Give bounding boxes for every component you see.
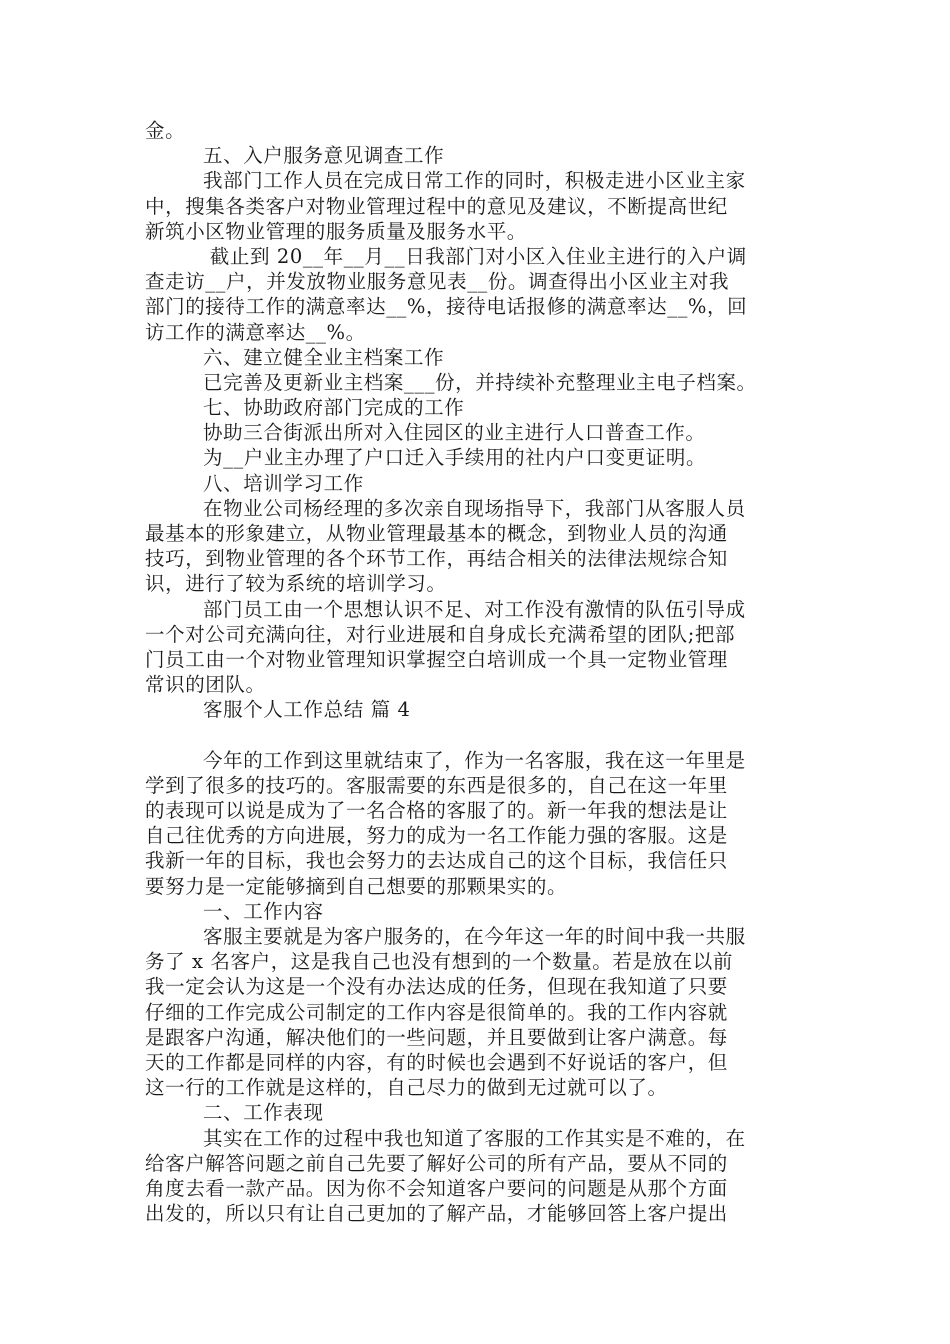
text-line: 八、培训学习工作 — [203, 471, 364, 495]
text-line: 截止到 20__年__月__日我部门对小区入住业主进行的入户调 — [203, 244, 747, 268]
text-line: 要努力是一定能够摘到自己想要的那颗果实的。 — [145, 874, 568, 898]
text-line: 这一行的工作就是这样的，自己尽力的做到无过就可以了。 — [145, 1076, 668, 1100]
text-line: 学到了很多的技巧的。客服需要的东西是很多的，自己在这一年里 — [145, 773, 728, 797]
text-line: 最基本的形象建立，从物业管理最基本的概念，到物业人员的沟通 — [145, 522, 728, 545]
text-line: 识，进行了较为系统的培训学习。 — [145, 572, 447, 596]
text-line: 客服主要就是为客户服务的，在今年这一年的时间中我一共服 — [203, 925, 746, 948]
text-line: 部门的接待工作的满意率达__%，接待电话报修的满意率达__%，回 — [145, 295, 748, 319]
text-line: 角度去看一款产品。因为你不会知道客户要问的问题是从那个方面 — [145, 1176, 728, 1200]
text-line: 五、入户服务意见调查工作 — [203, 144, 445, 168]
text-line: 仔细的工作完成公司制定的工作内容是很简单的。我的工作内容就 — [145, 1000, 728, 1024]
text-line: 金。 — [145, 119, 186, 142]
text-line: 一、工作内容 — [203, 899, 324, 923]
document-body — [145, 118, 807, 1226]
text-line: 是跟客户沟通，解决他们的一些问题，并且要做到让客户满意。每 — [145, 1025, 728, 1049]
text-line: 已完善及更新业主档案___份，并持续补充整理业主电子档案。 — [203, 370, 757, 394]
text-line: 其实在工作的过程中我也知道了客服的工作其实是不难的，在 — [203, 1126, 746, 1150]
text-line: 为__户业主办理了户口迁入手续用的社内户口变更证明。 — [203, 446, 707, 470]
text-line: 技巧，到物业管理的各个环节工作，再结合相关的法律法规综合知 — [145, 547, 728, 571]
text-line: 常识的团队。 — [145, 673, 266, 697]
text-line: 今年的工作到这里就结束了，作为一名客服，我在这一年里是 — [203, 748, 746, 772]
text-line: 二、工作表现 — [203, 1101, 324, 1125]
text-line: 中，搜集各类客户对物业管理过程中的意见及建议，不断提高世纪 — [145, 194, 728, 218]
text-line: 自己往优秀的方向进展，努力的成为一名工作能力强的客服。这是 — [145, 824, 728, 848]
text-line: 一个对公司充满向往，对行业进展和自身成长充满希望的团队;把部 — [145, 622, 736, 646]
text-line: 六、建立健全业主档案工作 — [203, 345, 445, 369]
text-line: 务了 x 名客户，这是我自己也没有想到的一个数量。若是放在以前 — [145, 950, 733, 974]
text-line: 协助三合街派出所对入住园区的业主进行人口普查工作。 — [203, 421, 706, 445]
text-line: 新筑小区物业管理的服务质量及服务水平。 — [145, 219, 527, 243]
blank-line — [145, 723, 807, 748]
text-line: 客服个人工作总结 篇 4 — [203, 698, 411, 722]
text-line: 我新一年的目标，我也会努力的去达成自己的这个目标，我信任只 — [145, 849, 728, 873]
text-line: 我部门工作人员在完成日常工作的同时，积极走进小区业主家 — [203, 169, 746, 193]
text-line: 天的工作都是同样的内容，有的时候也会遇到不好说话的客户，但 — [145, 1050, 728, 1074]
text-line: 的表现可以说是成为了一名合格的客服了的。新一年我的想法是让 — [145, 799, 728, 823]
text-line: 出发的，所以只有让自己更加的了解产品，才能够回答上客户提出 — [145, 1202, 728, 1226]
text-line: 给客户解答问题之前自己先要了解好公司的所有产品，要从不同的 — [145, 1151, 728, 1175]
text-line: 在物业公司杨经理的多次亲自现场指导下，我部门从客服人员 — [203, 496, 746, 520]
text-line: 查走访__户，并发放物业服务意见表__份。调查得出小区业主对我 — [145, 270, 730, 294]
text-line: 部门员工由一个思想认识不足、对工作没有激情的队伍引导成 — [203, 597, 746, 621]
text-line: 我一定会认为这是一个没有办法达成的任务，但现在我知道了只要 — [145, 975, 728, 999]
text-line: 访工作的满意率达__%。 — [145, 320, 366, 344]
text-line: 门员工由一个对物业管理知识掌握空白培训成一个具一定物业管理 — [145, 647, 728, 671]
text-line: 七、协助政府部门完成的工作 — [203, 396, 465, 420]
